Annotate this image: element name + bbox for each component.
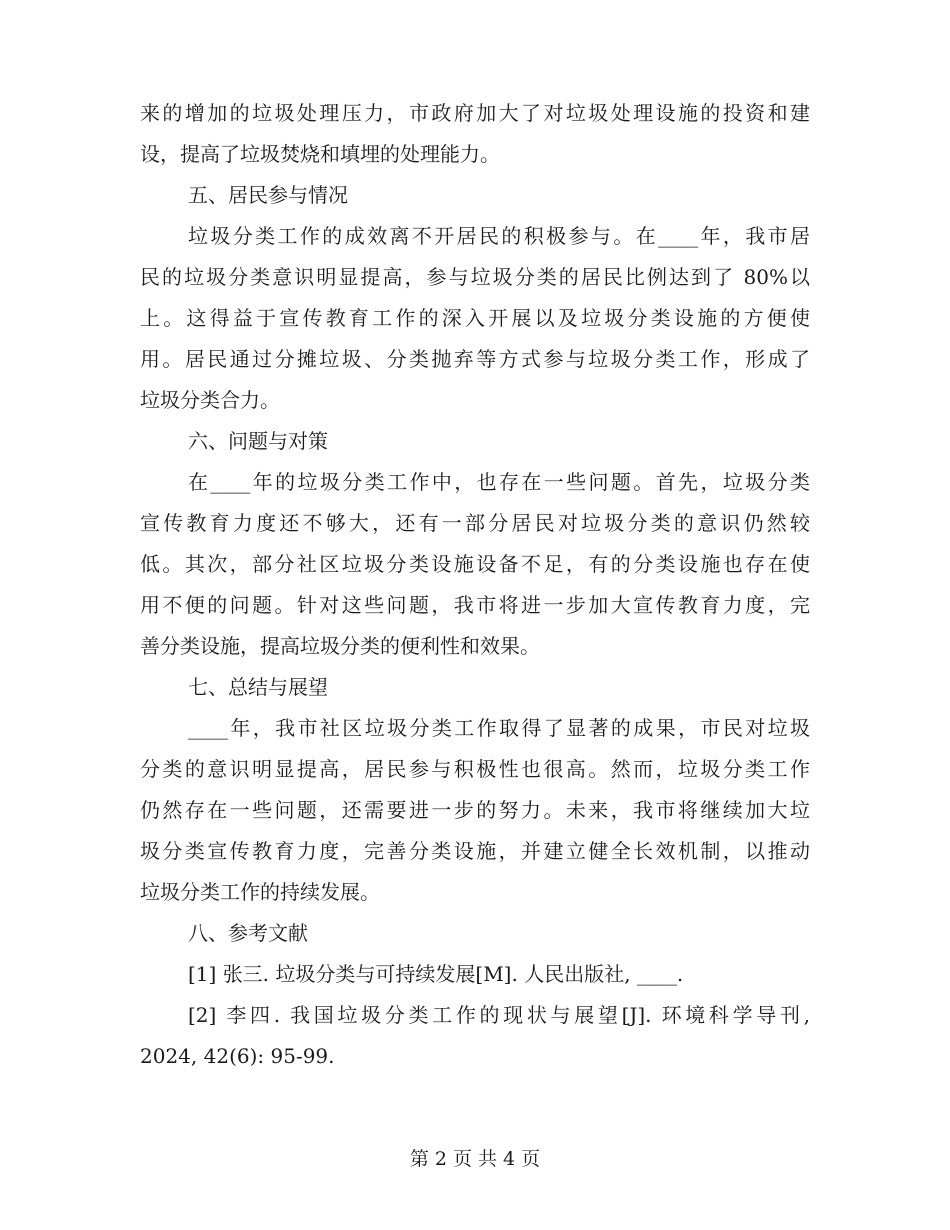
text-line: 上。这得益于宣传教育工作的深入开展以及垃圾分类设施的方便使: [140, 306, 810, 330]
text-line: 五、居民参与情况: [188, 183, 348, 207]
text-line: 用。居民通过分摊垃圾、分类抛弃等方式参与垃圾分类工作，形成了: [140, 347, 810, 371]
text-line: 民的垃圾分类意识明显提高，参与垃圾分类的居民比例达到了 80%以: [140, 265, 810, 289]
text-line: 分类的意识明显提高，居民参与积极性也很高。然而，垃圾分类工作: [140, 757, 810, 781]
text-line: 七、总结与展望: [188, 675, 328, 699]
text-line: 八、参考文献: [188, 921, 308, 945]
text-line: 宣传教育力度还不够大，还有一部分居民对垃圾分类的意识仍然较: [140, 511, 810, 535]
text-line: 仍然存在一些问题，还需要进一步的努力。未来，我市将继续加大垃: [140, 798, 810, 822]
text-line: 用不便的问题。针对这些问题，我市将进一步加大宣传教育力度，完: [140, 593, 810, 617]
text-line: 垃圾分类工作的持续发展。: [140, 880, 380, 904]
text-line: 低。其次，部分社区垃圾分类设施设备不足，有的分类设施也存在使: [140, 552, 810, 576]
text-line: 2024, 42(6): 95-99.: [140, 1044, 335, 1068]
text-line: 设，提高了垃圾焚烧和填埋的处理能力。: [140, 142, 500, 166]
text-line: 垃圾分类工作的成效离不开居民的积极参与。在____年，我市居: [188, 224, 810, 248]
text-line: 垃圾分类合力。: [140, 388, 280, 412]
text-line: 圾分类宣传教育力度，完善分类设施，并建立健全长效机制，以推动: [140, 839, 810, 863]
text-line: ____年，我市社区垃圾分类工作取得了显著的成果，市民对垃圾: [188, 716, 810, 740]
document-body: [140, 100, 810, 1084]
text-line: [1] 张三. 垃圾分类与可持续发展[M]. 人民出版社, ____.: [188, 962, 684, 986]
text-line: 来的增加的垃圾处理压力，市政府加大了对垃圾处理设施的投资和建: [140, 101, 810, 125]
text-line: 在____年的垃圾分类工作中，也存在一些问题。首先，垃圾分类: [188, 470, 810, 494]
text-line: 善分类设施，提高垃圾分类的便利性和效果。: [140, 634, 540, 658]
page-footer: 第 2 页 共 4 页: [409, 1148, 541, 1170]
text-line: [2] 李四. 我国垃圾分类工作的现状与展望[J]. 环境科学导刊,: [188, 1003, 810, 1027]
text-line: 六、问题与对策: [188, 429, 328, 453]
